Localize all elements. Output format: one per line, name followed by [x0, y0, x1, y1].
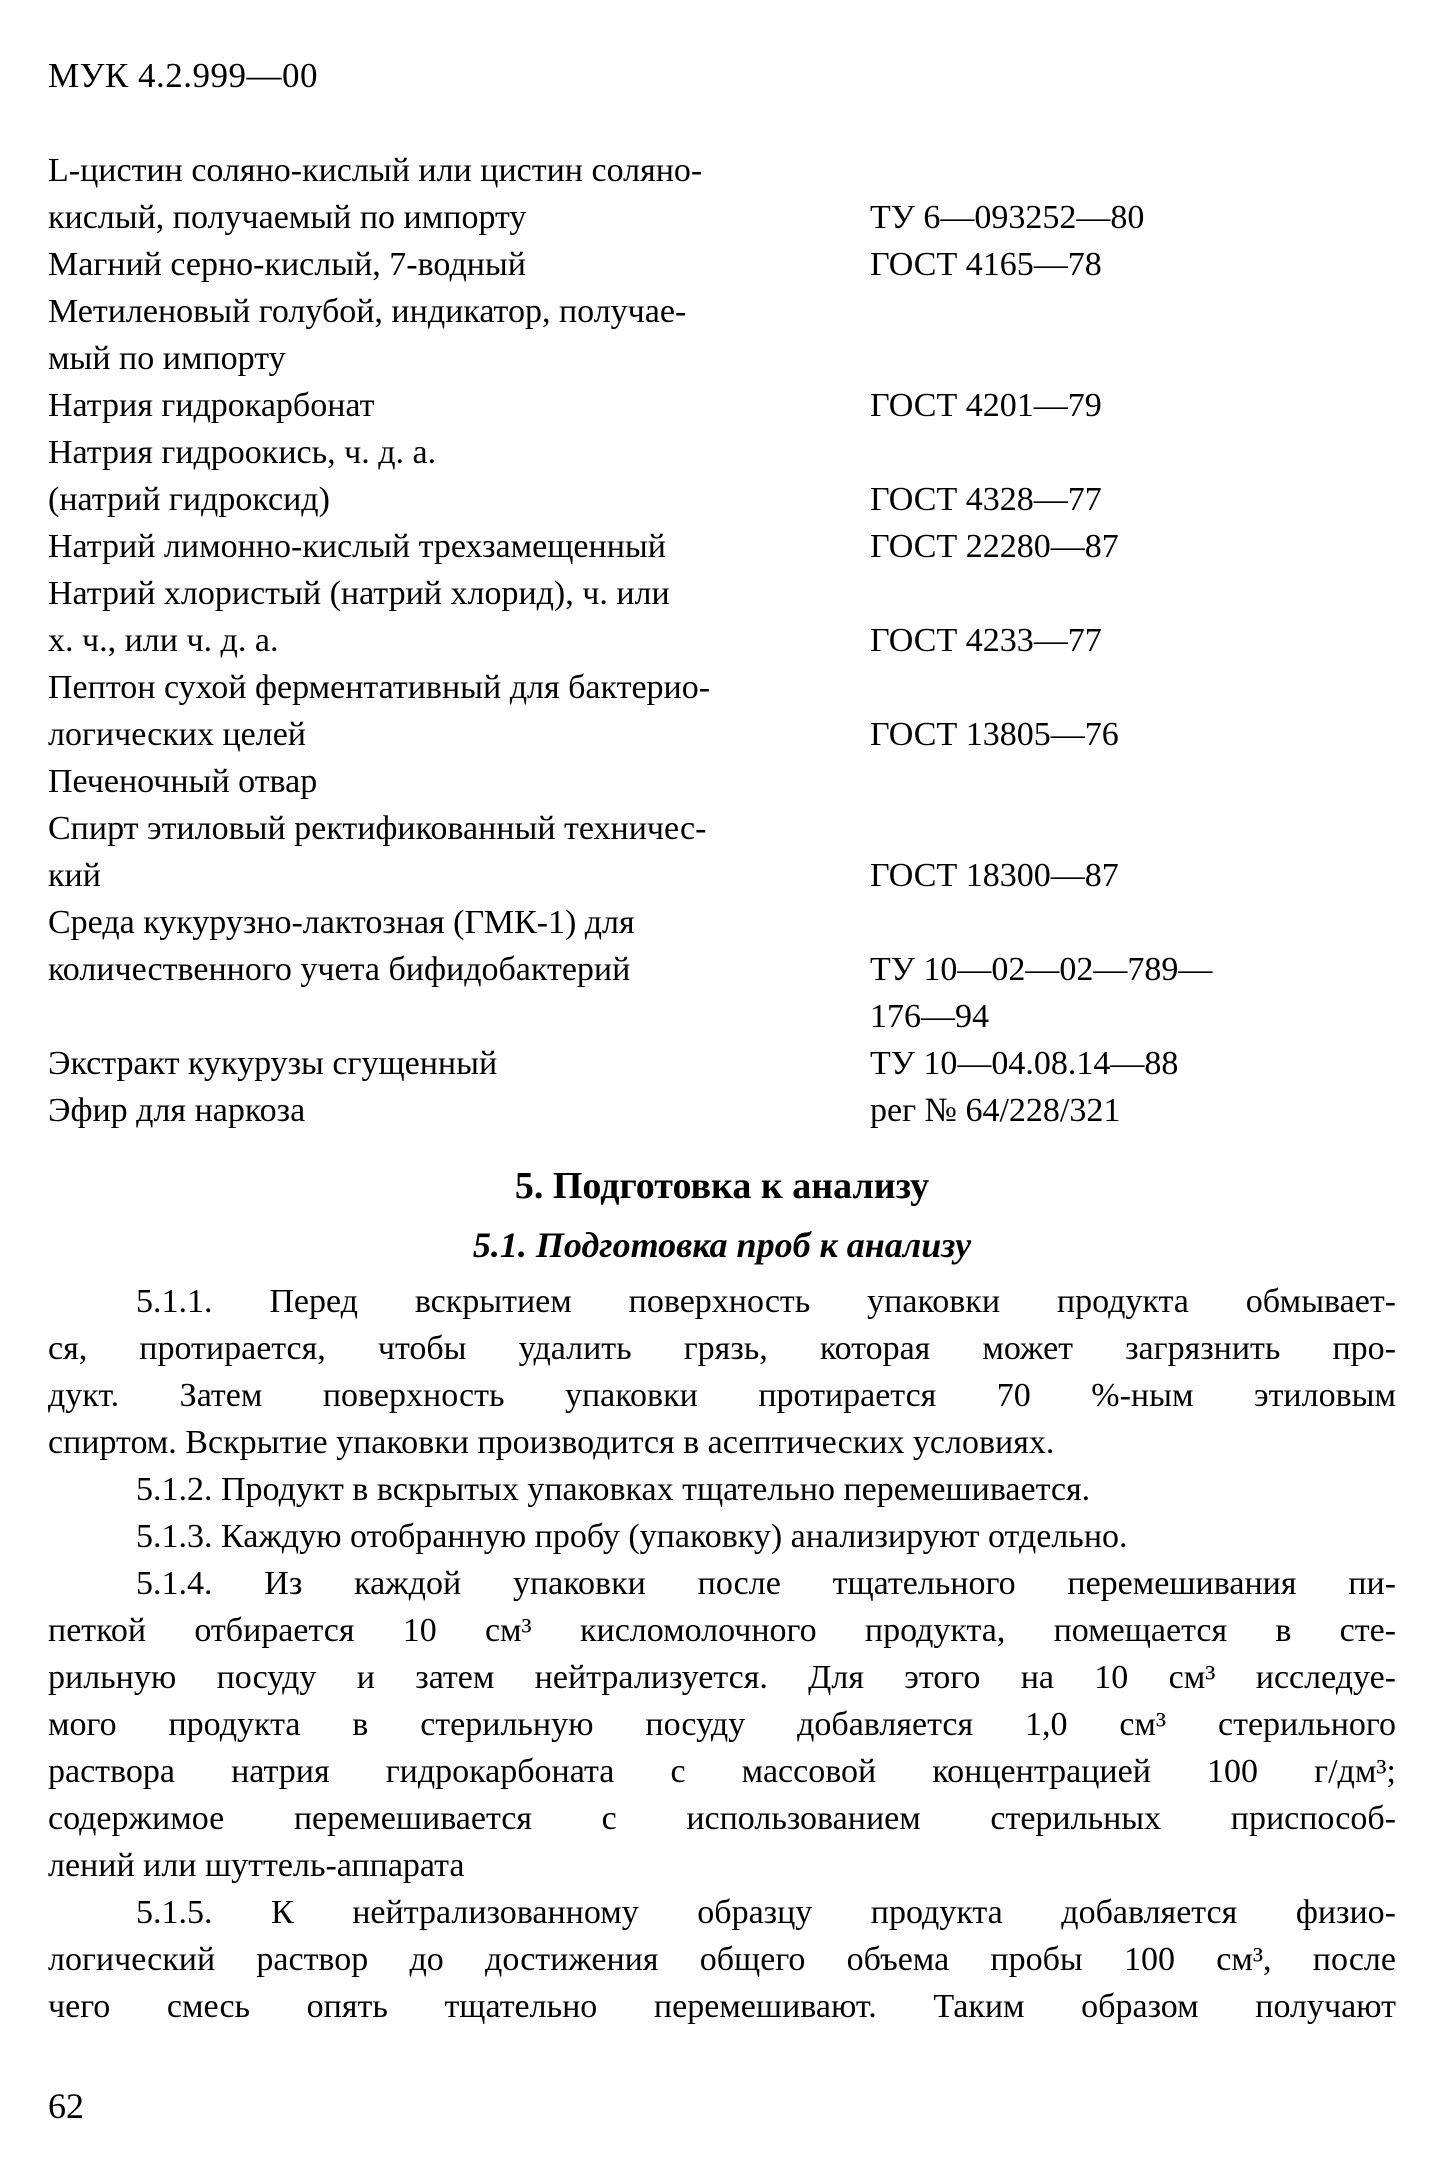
- page-content: [48, 52, 1396, 2030]
- text-line: раствора натрия гидрокарбоната с массовой концентрацией 100 г/дм³;: [48, 1753, 1396, 1790]
- reagent-name: L-цистин соляно-кислый или цистин соляно-: [48, 152, 703, 189]
- reagent-standard: [870, 288, 1396, 335]
- reagent-row: [48, 194, 1396, 241]
- reagent-name: Пептон сухой ферментативный для бактерио-: [48, 669, 711, 706]
- text-line: содержимое перемешивается с использованием стерильных приспособ-: [48, 1800, 1396, 1837]
- paragraph: [48, 1889, 1396, 2030]
- text-line: логический раствор до достижения общего объема пробы 100 см³, после: [48, 1941, 1396, 1978]
- reagent-row: [48, 852, 1396, 899]
- reagent-row: [48, 664, 1396, 711]
- reagent-row: [48, 1087, 1396, 1134]
- text-line: лений или шуттель-аппарата: [48, 1847, 465, 1884]
- reagent-name: Натрия гидроокись, ч. д. а.: [48, 434, 437, 471]
- reagent-name: Натрия гидрокарбонат: [48, 387, 375, 424]
- reagent-row: [48, 617, 1396, 664]
- reagent-standard: ГОСТ 4165—78: [870, 246, 1102, 283]
- document-code: МУК 4.2.999—00: [48, 56, 318, 95]
- reagent-standard: [870, 758, 1396, 805]
- reagent-row: [48, 147, 1396, 194]
- text-line: 5.1.2. Продукт в вскрытых упаковках тщательно перемешивается.: [136, 1471, 1091, 1508]
- text-line: петкой отбирается 10 см³ кисломолочного продукта, помещается в сте-: [48, 1612, 1396, 1649]
- reagent-name: кислый, получаемый по импорту: [48, 199, 527, 236]
- reagent-row: [48, 899, 1396, 946]
- subsection-heading: 5.1. Подготовка проб к анализу: [472, 1225, 972, 1265]
- reagent-row: [48, 241, 1396, 288]
- reagent-name: Магний серно-кислый, 7-водный: [48, 246, 526, 283]
- reagent-name: Печеночный отвар: [48, 763, 318, 800]
- body-text: [48, 1278, 1396, 2030]
- reagent-name: Экстракт кукурузы сгущенный: [48, 1045, 498, 1082]
- reagent-name: Эфир для наркоза: [48, 1092, 306, 1129]
- paragraph: [48, 1466, 1396, 1513]
- reagent-standard: рег № 64/228/321: [870, 1092, 1121, 1129]
- reagent-name: Среда кукурузно-лактозная (ГМК-1) для: [48, 904, 635, 941]
- reagent-standard: [870, 429, 1396, 476]
- page-number: 62: [48, 2086, 84, 2126]
- paragraph: [48, 1560, 1396, 1889]
- reagent-row: [48, 523, 1396, 570]
- reagent-standard: [870, 899, 1396, 946]
- reagent-row: [48, 429, 1396, 476]
- reagent-name: х. ч., или ч. д. а.: [48, 622, 279, 659]
- text-line: чего смесь опять тщательно перемешивают. Таким образом получают: [48, 1988, 1396, 2025]
- reagent-name: кий: [48, 857, 101, 894]
- reagent-standard: [870, 570, 1396, 617]
- reagent-name: логических целей: [48, 716, 306, 753]
- text-line: 5.1.5. К нейтрализованному образцу продукта добавляется физио-: [136, 1894, 1396, 1931]
- reagent-standard: ТУ 10—04.08.14—88: [870, 1045, 1179, 1082]
- reagent-row: [48, 476, 1396, 523]
- reagent-standard: [870, 664, 1396, 711]
- reagent-row: [48, 335, 1396, 382]
- reagent-row: [48, 946, 1396, 993]
- reagent-standard: [870, 805, 1396, 852]
- reagent-standard: ГОСТ 4201—79: [870, 387, 1102, 424]
- text-line: дукт. Затем поверхность упаковки протирается 70 %-ным этиловым: [48, 1377, 1396, 1414]
- reagent-name: Метиленовый голубой, индикатор, получае-: [48, 293, 687, 330]
- reagent-name: Натрий хлористый (натрий хлорид), ч. или: [48, 575, 670, 612]
- text-line: 5.1.3. Каждую отобранную пробу (упаковку) анализируют отдельно.: [136, 1518, 1128, 1555]
- reagent-name: (натрий гидроксид): [48, 481, 330, 518]
- reagent-standard: ГОСТ 18300—87: [870, 857, 1119, 894]
- paragraph: [48, 1278, 1396, 1466]
- reagent-standard: ГОСТ 4233—77: [870, 622, 1102, 659]
- reagent-standard: ТУ 6—093252—80: [870, 199, 1145, 236]
- reagent-row: [48, 805, 1396, 852]
- section-heading: 5. Подготовка к анализу: [514, 1165, 930, 1207]
- text-line: мого продукта в стерильную посуду добавляется 1,0 см³ стерильного: [48, 1706, 1396, 1743]
- text-line: спиртом. Вскрытие упаковки производится в асептических условиях.: [48, 1424, 1055, 1461]
- reagent-standard: [870, 147, 1396, 194]
- reagent-standard: ГОСТ 22280—87: [870, 528, 1119, 565]
- reagent-standard: ГОСТ 13805—76: [870, 716, 1119, 753]
- reagent-name: Натрий лимонно-кислый трехзамещенный: [48, 528, 666, 565]
- reagent-row: [48, 288, 1396, 335]
- reagent-name: мый по импорту: [48, 340, 286, 377]
- reagent-row: [48, 711, 1396, 758]
- reagent-standard: 176—94: [870, 998, 989, 1035]
- reagent-standard: ТУ 10—02—02—789—: [870, 951, 1213, 988]
- text-line: рильную посуду и затем нейтрализуется. Для этого на 10 см³ исследуе-: [48, 1659, 1396, 1696]
- reagent-standard: [870, 335, 1396, 382]
- reagent-standard: ГОСТ 4328—77: [870, 481, 1102, 518]
- text-line: 5.1.4. Из каждой упаковки после тщательного перемешивания пи-: [136, 1565, 1396, 1602]
- reagent-row: [48, 993, 1396, 1040]
- reagent-row: [48, 382, 1396, 429]
- reagent-name: [48, 993, 870, 1040]
- reagent-row: [48, 758, 1396, 805]
- text-line: 5.1.1. Перед вскрытием поверхность упаковки продукта обмывает-: [136, 1283, 1396, 1320]
- reagent-row: [48, 570, 1396, 617]
- reagent-name: Спирт этиловый ректификованный техничес-: [48, 810, 707, 847]
- reagent-name: количественного учета бифидобактерий: [48, 951, 631, 988]
- reagent-row: [48, 1040, 1396, 1087]
- paragraph: [48, 1513, 1396, 1560]
- text-line: ся, протирается, чтобы удалить грязь, которая может загрязнить про-: [48, 1330, 1396, 1367]
- reagents-list: [48, 147, 1396, 1134]
